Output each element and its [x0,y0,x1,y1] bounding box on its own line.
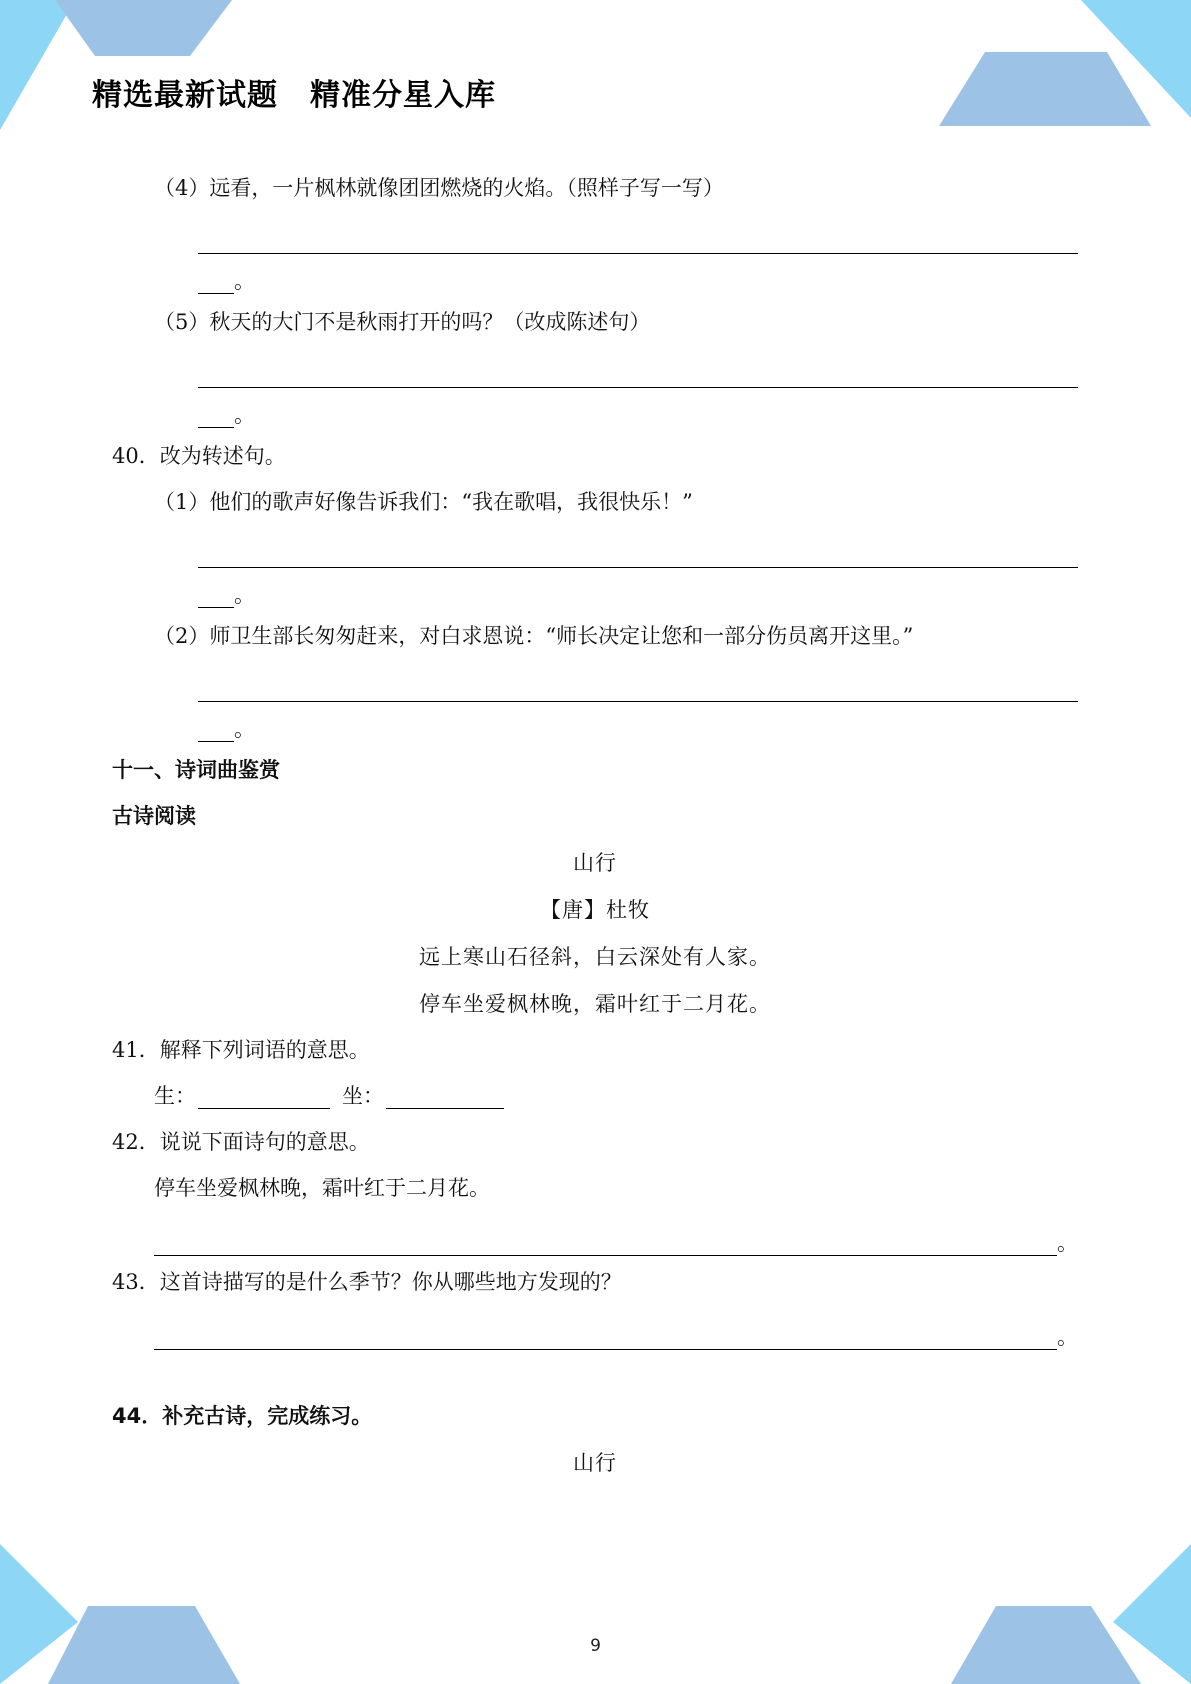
question-42: 42．说说下面诗句的意思。 [112,1130,370,1155]
answer-line[interactable] [112,212,1078,254]
question-40-2: （2）师卫生部长匆匆赶来，对白求恩说：“师长决定让您和一部分伤员离开这里。” [154,624,914,649]
page-number: 9 [590,1636,601,1656]
answer-line-continuation[interactable]: 。 [112,568,1078,614]
answer-line[interactable] [112,526,1078,568]
question-40: 40．改为转述句。 [112,444,286,469]
answer-line-continuation[interactable]: 。 [112,702,1078,748]
corner-decoration-bottom-right [941,1544,1191,1684]
answer-line[interactable]: 。 [112,1212,1078,1260]
answer-line[interactable] [112,346,1078,388]
poem-line-2: 停车坐爱枫林晚，霜叶红于二月花。 [419,991,771,1016]
answer-line-continuation[interactable]: 。 [112,388,1078,434]
label-zuo: 坐： [342,1084,384,1109]
question-41-blanks [112,1074,1078,1120]
answer-line[interactable]: 。 [112,1306,1078,1354]
answer-line-continuation[interactable]: 。 [112,254,1078,300]
answer-blank-zuo[interactable] [386,1086,504,1109]
question-43: 43．这首诗描写的是什么季节？你从哪些地方发现的？ [112,1270,622,1295]
corner-decoration-top-right [921,0,1191,130]
poem-line-1: 远上寒山石径斜，白云深处有人家。 [419,944,771,969]
answer-blank-sheng[interactable] [198,1086,330,1109]
question-39-4: （4）远看，一片枫林就像团团燃烧的火焰。（照样子写一写） [154,176,724,201]
answer-line[interactable] [112,660,1078,702]
worksheet-content [112,166,1078,1487]
header-title-left: 精选最新试题 [92,78,278,113]
header-title-right: 精准分星入库 [310,78,496,113]
poem-title: 山行 [573,850,617,875]
question-44: 44．补充古诗，完成练习。 [112,1404,373,1429]
subsection-heading: 古诗阅读 [112,804,196,829]
question-39-5: （5）秋天的大门不是秋雨打开的吗？（改成陈述句） [154,310,651,335]
section-heading: 十一、诗词曲鉴赏 [112,758,280,783]
spacer [112,1354,1078,1394]
label-sheng: 生： [154,1084,196,1109]
page-header [92,70,496,114]
question-42-quote: 停车坐爱枫林晚，霜叶红于二月花。 [154,1176,490,1201]
question-41: 41．解释下列词语的意思。 [112,1038,370,1063]
question-40-1: （1）他们的歌声好像告诉我们：“我在歌唱，我很快乐！” [154,490,693,515]
corner-decoration-bottom-left [0,1544,250,1684]
poem-2-title: 山行 [573,1450,617,1475]
poem-author: 【唐】杜牧 [540,897,650,922]
